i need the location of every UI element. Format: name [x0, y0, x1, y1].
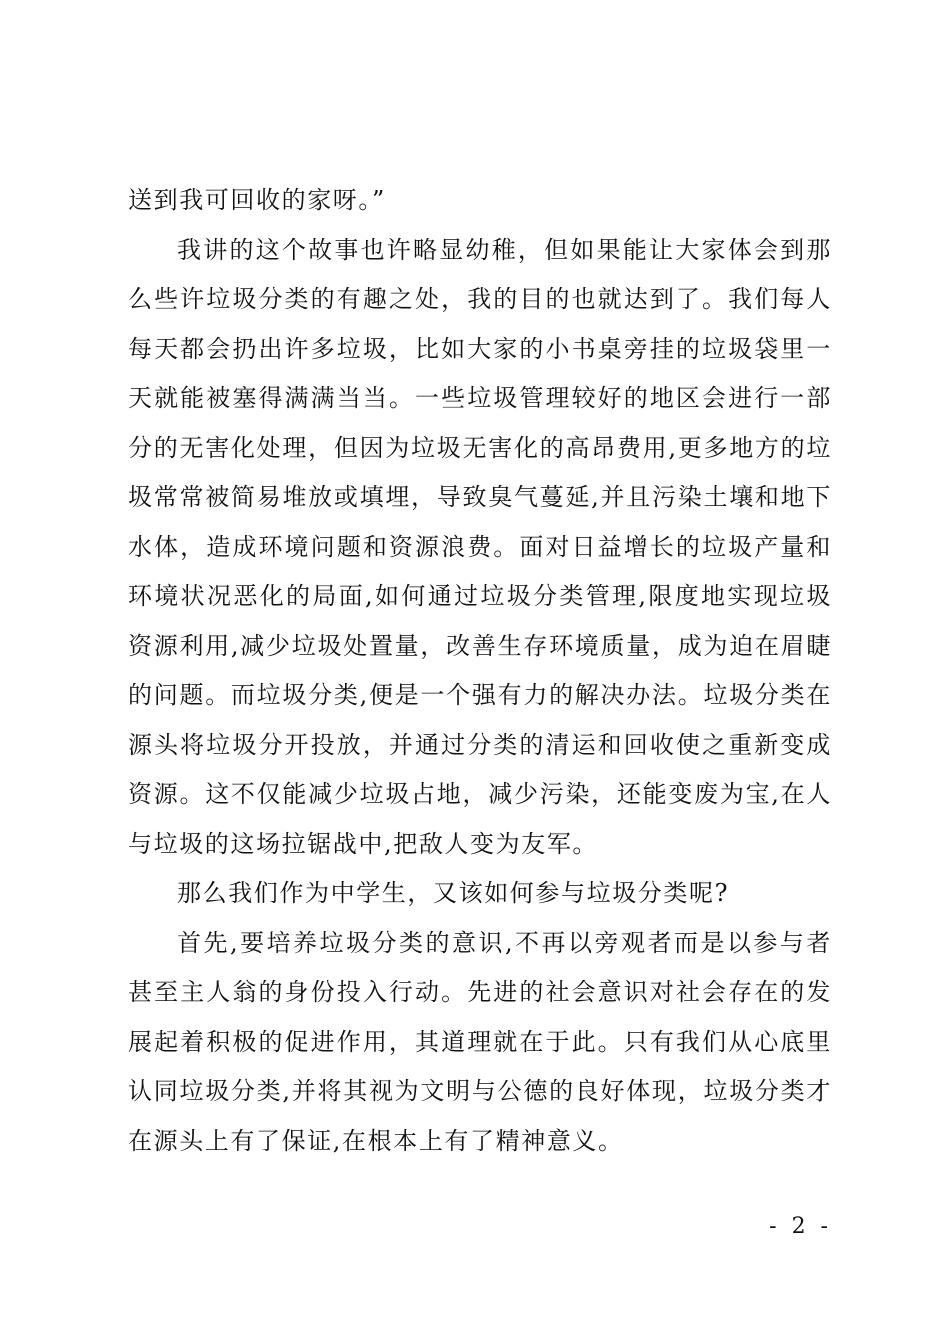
paragraph-question: 那么我们作为中学生，又该如何参与垃圾分类呢? [177, 879, 730, 907]
paragraph-continuation: 送到我可回收的家呀。” [128, 186, 386, 214]
paragraph-story-reflection: 我讲的这个故事也许略显幼稚，但如果能让大家体会到那么些许垃圾分类的有趣之处，我的目的也就达到了。我们每人每天都会扔出许多垃圾，比如大家的小书桌旁挂的垃圾袋里一天就能被塞得满满当当。一些垃圾管理较好的地区会进行一部分的无害化处理，但因为垃圾无害化的高昂费用,更多地方的垃圾常常被简易堆放或填埋，导致臭气蔓延,并且污染土壤和地下水体，造成环境问题和资源浪费。面对日益增长的垃圾产量和环境状况恶化的局面,如何通过垃圾分类管理,限度地实现垃圾资源利用,减少垃圾处置量，改善生存环境质量，成为迫在眉睫的问题。而垃圾分类,便是一个强有力的解决办法。垃圾分类在源头将垃圾分开投放，并通过分类的清运和回收使之重新变成资源。这不仅能减少垃圾占地，减少污染，还能变废为宝,在人与垃圾的这场拉锯战中,把敌人变为友军。 [128, 235, 832, 858]
paragraph-awareness: 首先,要培养垃圾分类的意识,不再以旁观者而是以参与者甚至主人翁的身份投入行动。先进的社会意识对社会存在的发展起着积极的促进作用，其道理就在于此。只有我们从心底里认同垃圾分类,并将其视为文明与公德的良好体现，垃圾分类才在源头上有了保证,在根本上有了精神意义。 [128, 928, 832, 1155]
page-number: - 2 - [769, 1214, 832, 1239]
body-text [128, 176, 832, 1166]
